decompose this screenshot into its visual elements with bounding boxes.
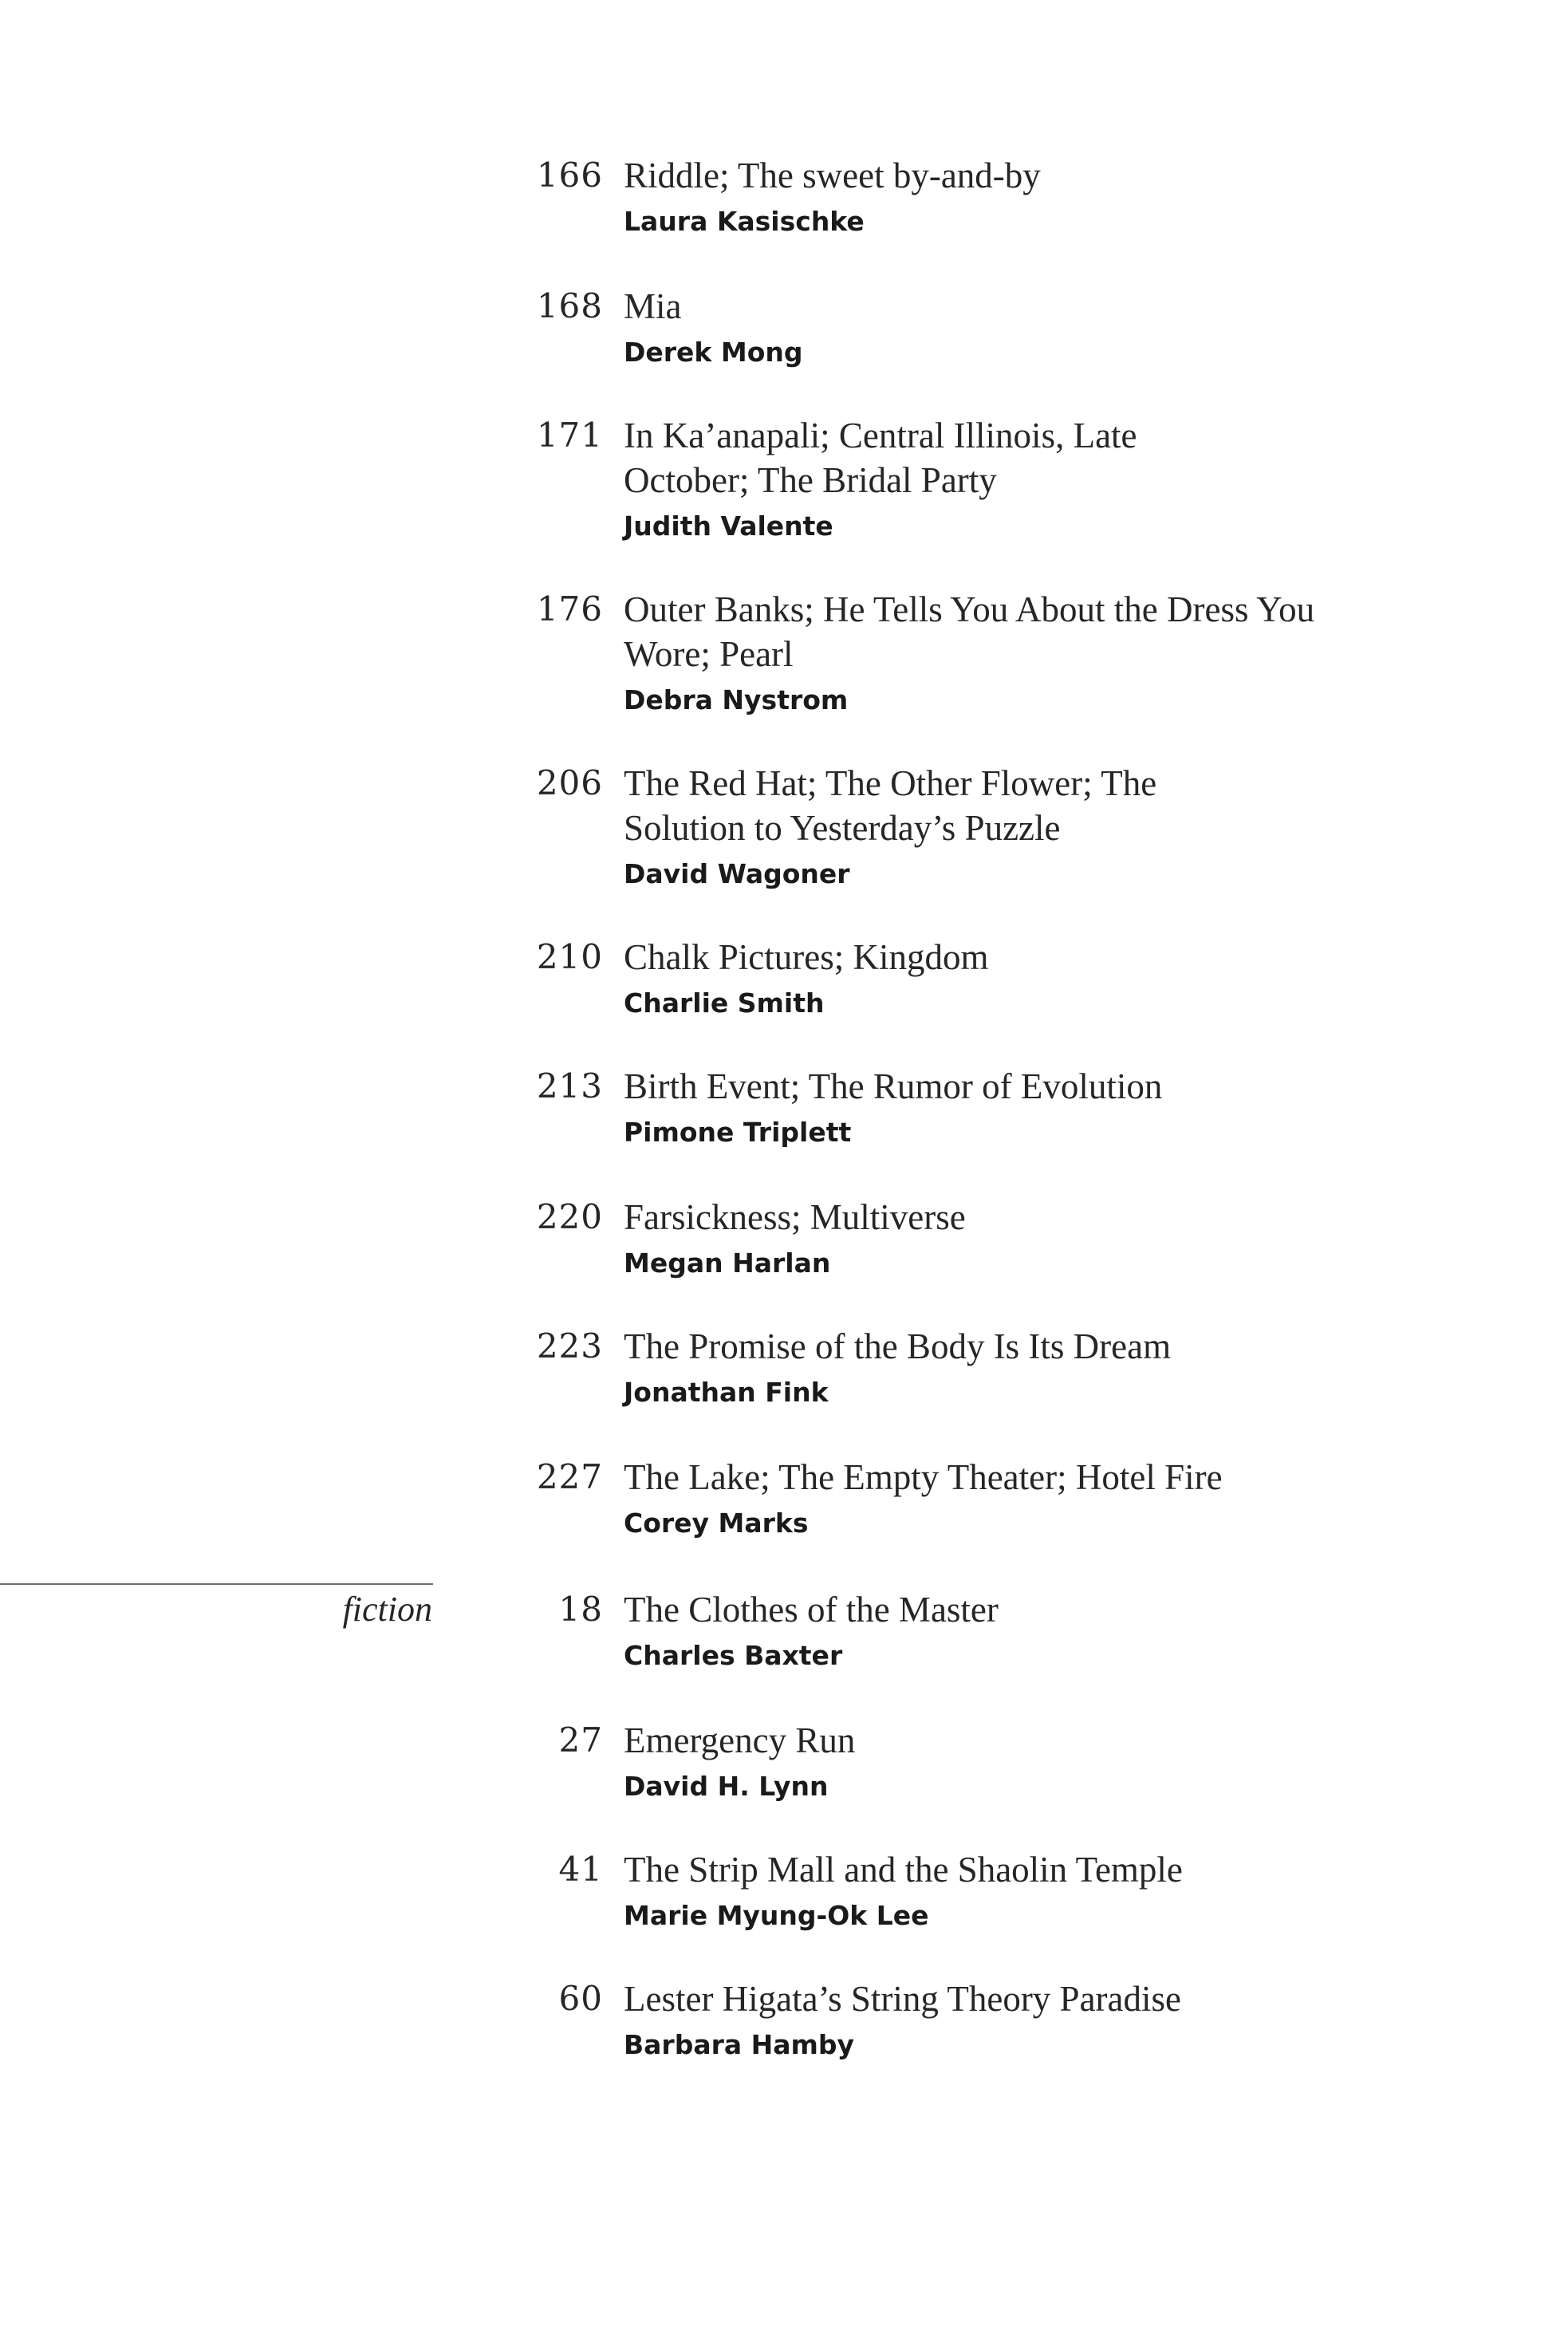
entry-author: Corey Marks — [624, 1507, 809, 1539]
entry-title — [624, 587, 1341, 724]
entry-title-text: Emergency Run — [624, 1720, 856, 1760]
page-number: 223 — [536, 1326, 603, 1366]
page-number: 213 — [536, 1066, 603, 1105]
entry-title — [624, 1587, 1437, 1680]
entry-author: Derek Mong — [624, 337, 803, 368]
entry-title-text: Farsickness; Multiverse — [624, 1197, 966, 1237]
entry-title-text: Chalk Pictures; Kingdom — [624, 937, 989, 977]
entry-author: Megan Harlan — [624, 1247, 831, 1279]
entry-author: Laura Kasischke — [624, 206, 865, 237]
entry-title-text: The Clothes of the Master — [624, 1590, 999, 1630]
entry-author: Judith Valente — [624, 510, 833, 542]
entry-author: Jonathan Fink — [624, 1377, 829, 1408]
entry-author: Barbara Hamby — [624, 2029, 855, 2060]
entry-title-text: Outer Banks; He Tells You About the Dress You Wore; Pearl — [624, 589, 1315, 674]
entry-title — [624, 1324, 1437, 1417]
page-number: 18 — [558, 1590, 603, 1629]
entry-title-text: Mia — [624, 286, 682, 326]
entry-title — [624, 761, 1182, 898]
entry-title-text: Riddle; The sweet by-and-by — [624, 156, 1041, 195]
entry-title — [624, 1847, 1437, 1940]
page-number: 166 — [536, 156, 603, 195]
entry-author: David Wagoner — [624, 858, 850, 889]
entry-title — [624, 1718, 1437, 1811]
entry-title — [624, 1455, 1437, 1547]
entry-author: Marie Myung-Ok Lee — [624, 1900, 929, 1931]
entry-title-text: The Red Hat; The Other Flower; The Solution to Yesterday’s Puzzle — [624, 763, 1157, 848]
entry-title-text: In Ka’anapali; Central Illinois, Late October; The Bridal Party — [624, 416, 1137, 500]
entry-title-text: The Lake; The Empty Theater; Hotel Fire — [624, 1457, 1223, 1497]
page-number: 41 — [558, 1850, 603, 1889]
entry-author: Charles Baxter — [624, 1640, 843, 1671]
entry-title — [624, 1064, 1437, 1157]
page-number: 168 — [536, 286, 603, 325]
page-number: 171 — [536, 416, 603, 455]
page-number: 60 — [558, 1979, 603, 2018]
entry-author: Pimone Triplett — [624, 1117, 852, 1148]
entry-author: David H. Lynn — [624, 1771, 829, 1802]
entry-title — [624, 413, 1230, 550]
page-number: 206 — [536, 763, 603, 802]
section-divider — [0, 1583, 433, 1585]
entry-title-text: Birth Event; The Rumor of Evolution — [624, 1066, 1163, 1106]
entry-title — [624, 1195, 1437, 1287]
page-number: 210 — [536, 937, 603, 976]
entry-title — [624, 935, 1437, 1027]
entry-title-text: The Promise of the Body Is Its Dream — [624, 1326, 1172, 1366]
entry-title-text: The Strip Mall and the Shaolin Temple — [624, 1850, 1183, 1890]
entry-title — [624, 284, 1437, 376]
page-number: 27 — [558, 1720, 603, 1760]
page-number: 227 — [536, 1457, 603, 1496]
entry-title-text: Lester Higata’s String Theory Paradise — [624, 1979, 1181, 2019]
entry-title — [624, 1976, 1437, 2069]
section-label-fiction: fiction — [342, 1590, 432, 1629]
page-number: 220 — [536, 1197, 603, 1236]
entry-title — [624, 153, 1437, 246]
entry-author: Debra Nystrom — [624, 684, 849, 715]
entry-author: Charlie Smith — [624, 987, 825, 1019]
page-number: 176 — [536, 589, 603, 629]
